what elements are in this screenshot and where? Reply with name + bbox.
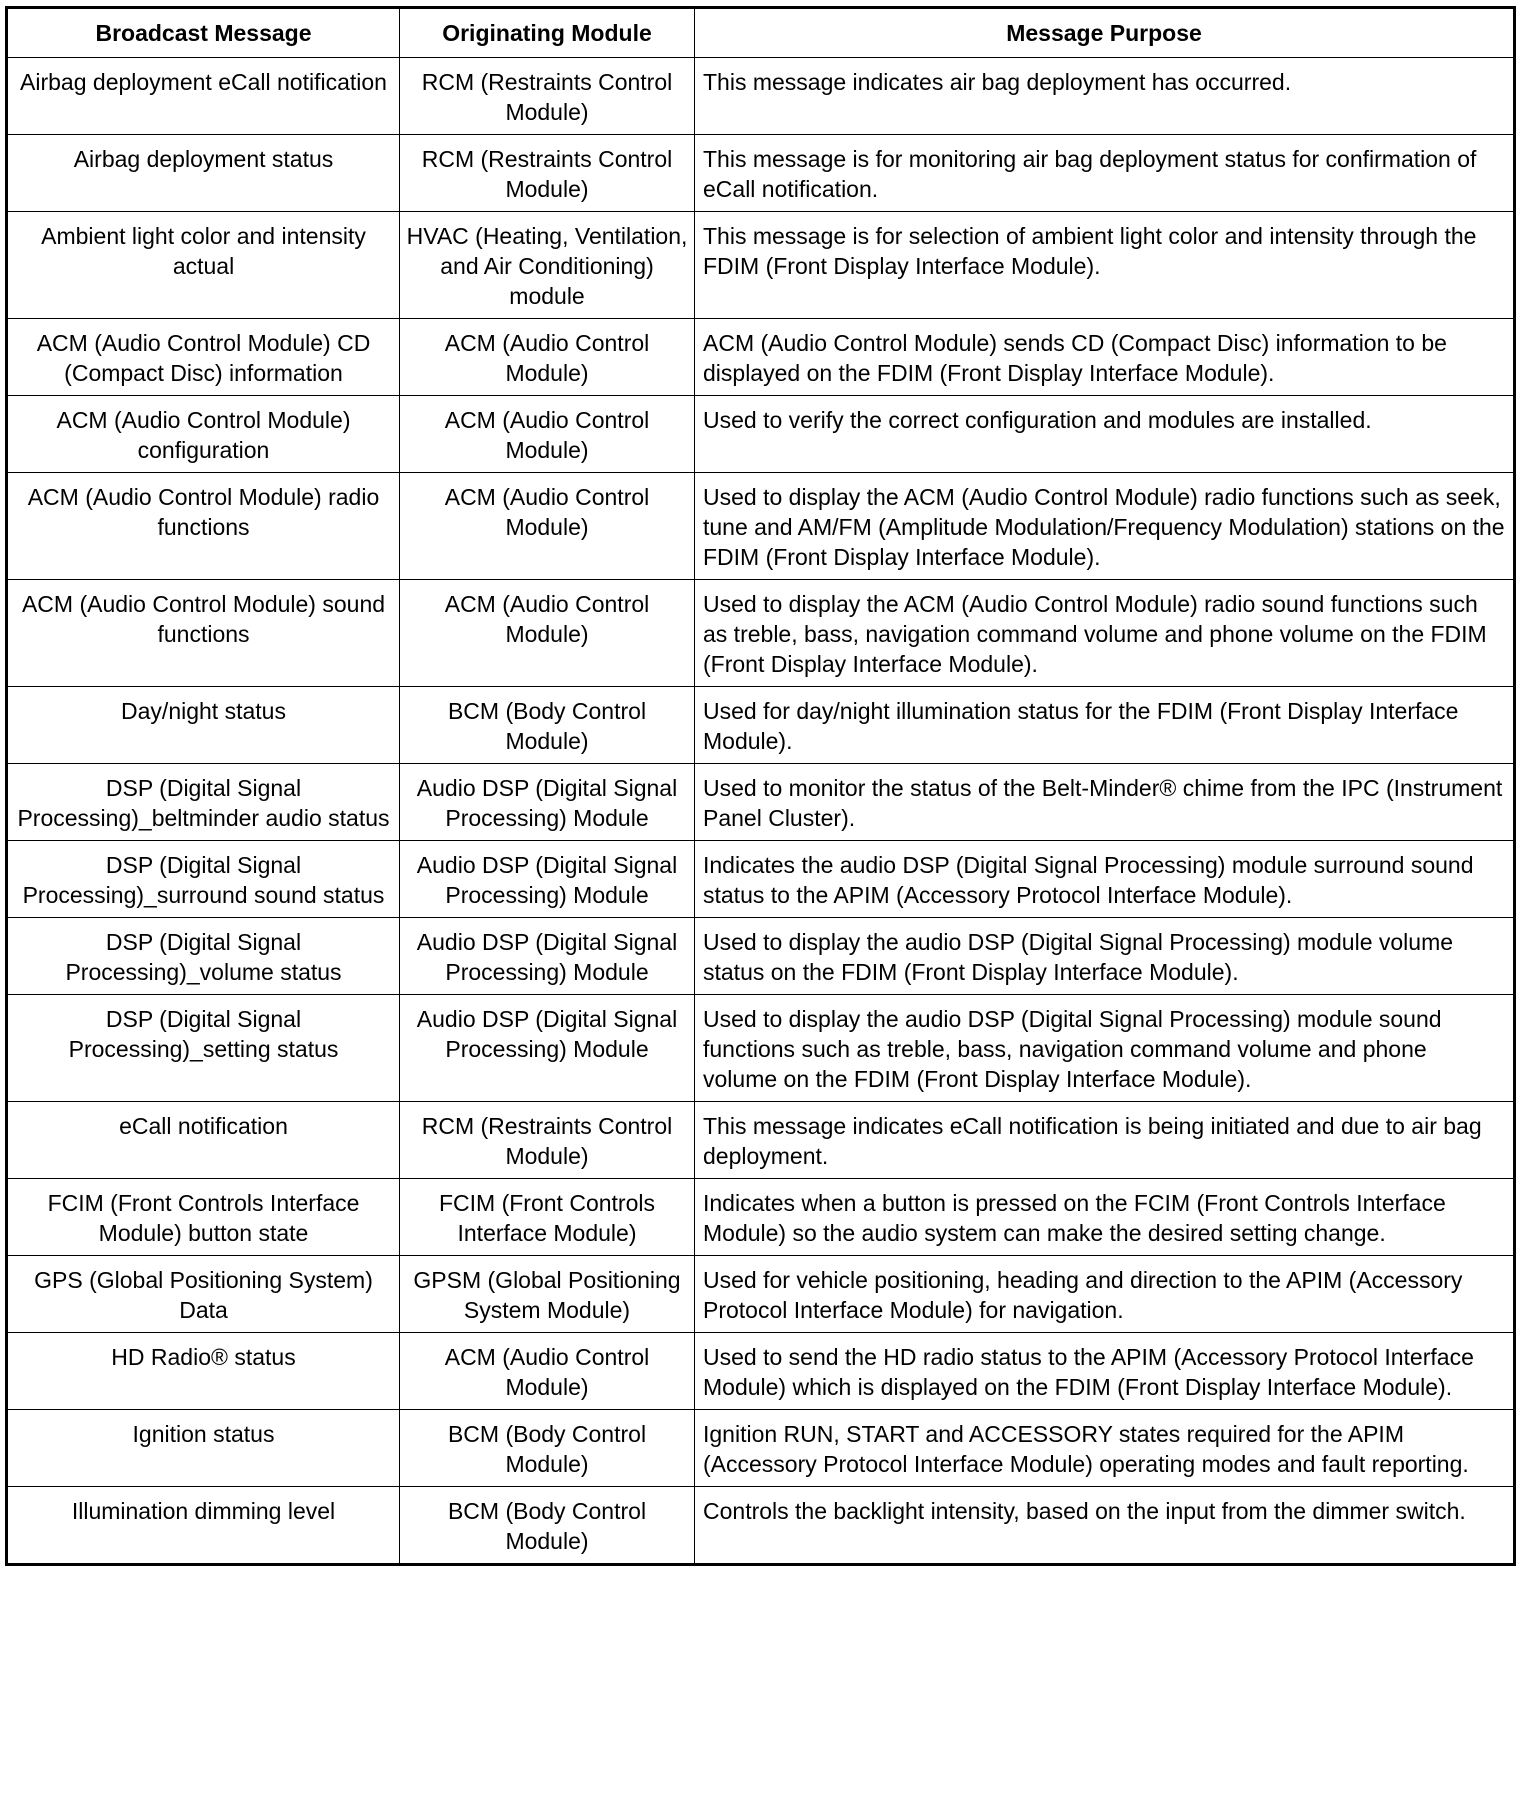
table-row xyxy=(7,764,1515,841)
broadcast-message-cell: ACM (Audio Control Module) radio functions xyxy=(7,473,400,580)
table-row xyxy=(7,580,1515,687)
message-purpose-cell: Controls the backlight intensity, based on the input from the dimmer switch. xyxy=(695,1487,1515,1565)
message-purpose-cell: Used to display the ACM (Audio Control Module) radio sound functions such as treble, bass, navigation command volume and phone volume on the FDIM (Front Display Interface Module). xyxy=(695,580,1515,687)
message-purpose-cell: Indicates when a button is pressed on the FCIM (Front Controls Interface Module) so the audio system can make the desired setting change. xyxy=(695,1179,1515,1256)
table-row xyxy=(7,319,1515,396)
originating-module-cell: Audio DSP (Digital Signal Processing) Module xyxy=(400,841,695,918)
broadcast-message-cell: Illumination dimming level xyxy=(7,1487,400,1565)
header-broadcast-message: Broadcast Message xyxy=(7,8,400,58)
broadcast-message-cell: Ignition status xyxy=(7,1410,400,1487)
originating-module-cell: FCIM (Front Controls Interface Module) xyxy=(400,1179,695,1256)
message-purpose-cell: This message indicates eCall notification is being initiated and due to air bag deployment. xyxy=(695,1102,1515,1179)
table-row xyxy=(7,135,1515,212)
message-purpose-cell: This message indicates air bag deployment has occurred. xyxy=(695,58,1515,135)
message-purpose-cell: ACM (Audio Control Module) sends CD (Compact Disc) information to be displayed on the FDIM (Front Display Interface Module). xyxy=(695,319,1515,396)
broadcast-message-cell: DSP (Digital Signal Processing)_setting status xyxy=(7,995,400,1102)
originating-module-cell: BCM (Body Control Module) xyxy=(400,1410,695,1487)
originating-module-cell: ACM (Audio Control Module) xyxy=(400,1333,695,1410)
table-row xyxy=(7,396,1515,473)
table-row xyxy=(7,995,1515,1102)
originating-module-cell: ACM (Audio Control Module) xyxy=(400,473,695,580)
table-row xyxy=(7,1102,1515,1179)
broadcast-message-table-container xyxy=(5,6,1513,1566)
originating-module-cell: RCM (Restraints Control Module) xyxy=(400,135,695,212)
broadcast-message-cell: ACM (Audio Control Module) configuration xyxy=(7,396,400,473)
originating-module-cell: ACM (Audio Control Module) xyxy=(400,580,695,687)
broadcast-message-cell: eCall notification xyxy=(7,1102,400,1179)
broadcast-message-cell: DSP (Digital Signal Processing)_volume status xyxy=(7,918,400,995)
header-message-purpose: Message Purpose xyxy=(695,8,1515,58)
message-purpose-cell: Used for day/night illumination status for the FDIM (Front Display Interface Module). xyxy=(695,687,1515,764)
originating-module-cell: RCM (Restraints Control Module) xyxy=(400,1102,695,1179)
table-row xyxy=(7,687,1515,764)
message-purpose-cell: This message is for monitoring air bag deployment status for confirmation of eCall notification. xyxy=(695,135,1515,212)
table-row xyxy=(7,1256,1515,1333)
message-purpose-cell: Used to display the audio DSP (Digital Signal Processing) module volume status on the FDIM (Front Display Interface Module). xyxy=(695,918,1515,995)
broadcast-message-cell: Ambient light color and intensity actual xyxy=(7,212,400,319)
message-purpose-cell: Indicates the audio DSP (Digital Signal Processing) module surround sound status to the APIM (Accessory Protocol Interface Module). xyxy=(695,841,1515,918)
originating-module-cell: Audio DSP (Digital Signal Processing) Module xyxy=(400,918,695,995)
originating-module-cell: BCM (Body Control Module) xyxy=(400,1487,695,1565)
table-row xyxy=(7,1410,1515,1487)
broadcast-message-table xyxy=(5,6,1516,1566)
broadcast-message-cell: Airbag deployment eCall notification xyxy=(7,58,400,135)
message-purpose-cell: This message is for selection of ambient light color and intensity through the FDIM (Front Display Interface Module). xyxy=(695,212,1515,319)
broadcast-message-cell: FCIM (Front Controls Interface Module) button state xyxy=(7,1179,400,1256)
table-row xyxy=(7,1179,1515,1256)
message-purpose-cell: Used to monitor the status of the Belt-Minder® chime from the IPC (Instrument Panel Cluster). xyxy=(695,764,1515,841)
originating-module-cell: RCM (Restraints Control Module) xyxy=(400,58,695,135)
message-purpose-cell: Used to send the HD radio status to the APIM (Accessory Protocol Interface Module) which is displayed on the FDIM (Front Display Interface Module). xyxy=(695,1333,1515,1410)
table-row xyxy=(7,1487,1515,1565)
message-purpose-cell: Used for vehicle positioning, heading and direction to the APIM (Accessory Protocol Interface Module) for navigation. xyxy=(695,1256,1515,1333)
broadcast-message-cell: HD Radio® status xyxy=(7,1333,400,1410)
table-row xyxy=(7,58,1515,135)
message-purpose-cell: Used to display the audio DSP (Digital Signal Processing) module sound functions such as treble, bass, navigation command volume and phone volume on the FDIM (Front Display Interface Module). xyxy=(695,995,1515,1102)
broadcast-message-cell: GPS (Global Positioning System) Data xyxy=(7,1256,400,1333)
message-purpose-cell: Used to verify the correct configuration and modules are installed. xyxy=(695,396,1515,473)
table-row xyxy=(7,473,1515,580)
originating-module-cell: GPSM (Global Positioning System Module) xyxy=(400,1256,695,1333)
header-originating-module: Originating Module xyxy=(400,8,695,58)
message-purpose-cell: Ignition RUN, START and ACCESSORY states required for the APIM (Accessory Protocol Interface Module) operating modes and fault reporting. xyxy=(695,1410,1515,1487)
broadcast-message-cell: DSP (Digital Signal Processing)_surround sound status xyxy=(7,841,400,918)
originating-module-cell: HVAC (Heating, Ventilation, and Air Conditioning) module xyxy=(400,212,695,319)
broadcast-message-cell: ACM (Audio Control Module) CD (Compact Disc) information xyxy=(7,319,400,396)
table-row xyxy=(7,841,1515,918)
table-row xyxy=(7,918,1515,995)
originating-module-cell: Audio DSP (Digital Signal Processing) Module xyxy=(400,995,695,1102)
table-row xyxy=(7,212,1515,319)
broadcast-message-cell: ACM (Audio Control Module) sound functions xyxy=(7,580,400,687)
broadcast-message-cell: DSP (Digital Signal Processing)_beltminder audio status xyxy=(7,764,400,841)
originating-module-cell: Audio DSP (Digital Signal Processing) Module xyxy=(400,764,695,841)
message-purpose-cell: Used to display the ACM (Audio Control Module) radio functions such as seek, tune and AM/FM (Amplitude Modulation/Frequency Modulation) stations on the FDIM (Front Display Interface Module). xyxy=(695,473,1515,580)
broadcast-message-cell: Airbag deployment status xyxy=(7,135,400,212)
table-row xyxy=(7,1333,1515,1410)
broadcast-message-cell: Day/night status xyxy=(7,687,400,764)
originating-module-cell: BCM (Body Control Module) xyxy=(400,687,695,764)
originating-module-cell: ACM (Audio Control Module) xyxy=(400,319,695,396)
table-header-row xyxy=(7,8,1515,58)
originating-module-cell: ACM (Audio Control Module) xyxy=(400,396,695,473)
